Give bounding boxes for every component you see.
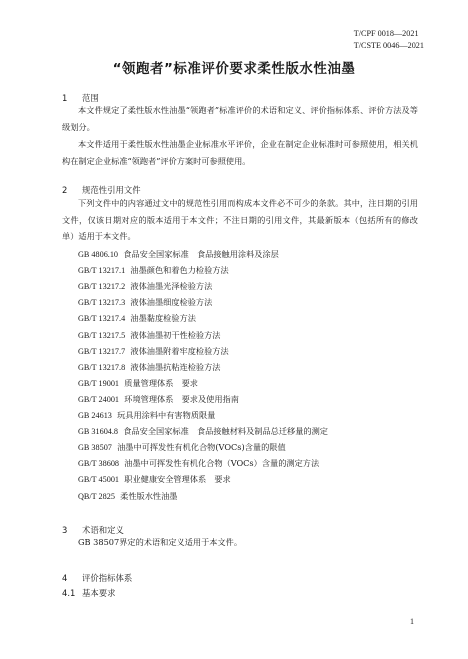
section-title: 术语和定义 (82, 525, 124, 535)
section-title: 范围 (82, 93, 99, 103)
reference-title: 环境管理体系 要求及使用指南 (124, 393, 239, 404)
reference-title: 质量管理体系 要求 (124, 377, 198, 388)
reference-title: 食品安全国家标准 食品接触用涂料及涂层 (123, 249, 279, 259)
reference-item (78, 378, 198, 389)
document-title: “领跑者”标准评价要求柔性版水性油墨 (112, 61, 356, 77)
reference-title: 食品安全国家标准 食品接触材料及制品总迁移量的测定 (123, 426, 328, 437)
reference-title: 油墨颜色和着色力检验方法 (130, 265, 229, 276)
reference-code: GB 24613 (78, 411, 112, 420)
reference-title: 柔性版水性油墨 (120, 490, 178, 501)
reference-item (78, 426, 328, 437)
reference-code: GB/T 13217.8 (78, 362, 126, 372)
reference-item (78, 442, 286, 453)
reference-title: 液体油墨细度检验方法 (130, 297, 213, 308)
reference-item (78, 330, 220, 341)
section-number: 3 (62, 525, 68, 535)
reference-code: GB/T 13217.4 (78, 314, 126, 324)
standard-codes (354, 28, 424, 52)
reference-code: GB/T 45001 (78, 475, 120, 485)
reference-item (78, 265, 229, 276)
paragraph-terms: GB 38507界定的术语和定义适用于本文件。 (78, 537, 243, 547)
reference-title: 液体油墨附着牢度检验方法 (130, 345, 229, 356)
reference-item (78, 281, 212, 292)
reference-item (78, 346, 229, 357)
reference-title: 职业健康安全管理体系 要求 (124, 474, 231, 485)
section-number: 4 (62, 573, 68, 583)
reference-item (78, 297, 212, 308)
reference-item (78, 249, 279, 260)
reference-title: 油墨中可挥发性有机化合物（VOCs）含量的测定方法 (124, 458, 320, 469)
section-title: 规范性引用文件 (82, 185, 141, 195)
reference-title: 油墨中可挥发性有机化合物(VOCs)含量的限值 (117, 442, 286, 453)
paragraph-scope-2: 本文件适用于柔性版水性油墨企业标准水平评价，企业在制定企业标准时可参照使用，相关机构在制定企业标准“领跑者”评价方案时可参照使用。 (62, 139, 418, 166)
section-number: 2 (62, 185, 68, 195)
paragraph-scope-1: 本文件规定了柔性版水性油墨“领跑者”标准评价的术语和定义、评价指标体系、评价方法及等级划分。 (62, 105, 418, 132)
reference-code: GB/T 13217.5 (78, 330, 126, 340)
reference-title: 液体油墨光泽检验方法 (130, 281, 213, 292)
section-number: 4.1 (62, 588, 76, 598)
reference-item (78, 362, 220, 373)
reference-item (78, 394, 239, 405)
section-number: 1 (62, 93, 68, 103)
standard-code-cpf: T/CPF 0018—2021 (353, 29, 419, 38)
section-title: 评价指标体系 (82, 573, 133, 583)
subsection-heading-basic-requirements (62, 587, 116, 599)
reference-code: GB/T 13217.7 (78, 346, 126, 356)
reference-code: GB 31604.8 (78, 427, 119, 437)
reference-title: 液体油墨初干性检验方法 (130, 329, 221, 340)
paragraph-references-intro: 下列文件中的内容通过文中的规范性引用而构成本文件必不可少的条款。其中，注日期的引用文件，仅该日期对应的版本适用于本文件；不注日期的引用文件，其最新版本（包括所有的修改单）适用于本文件。 (62, 198, 418, 241)
page-number: 1 (410, 617, 414, 626)
reference-item (78, 313, 196, 324)
section-heading-evaluation-system (62, 572, 132, 584)
reference-title: 液体油墨抗粘连检验方法 (130, 361, 221, 372)
reference-item (78, 474, 231, 485)
reference-title: 油墨黏度检验方法 (130, 313, 196, 324)
reference-code: GB/T 19001 (78, 378, 120, 388)
standard-code-cste: T/CSTE 0046—2021 (353, 41, 424, 50)
reference-code: GB 38507 (78, 443, 112, 453)
reference-code: GB/T 13217.1 (78, 266, 126, 276)
reference-code: GB/T 38608 (78, 459, 120, 469)
reference-code: GB 4806.10 (78, 250, 119, 259)
reference-title: 玩具用涂料中有害物质限量 (117, 410, 216, 420)
reference-item (78, 491, 177, 502)
section-title: 基本要求 (82, 588, 116, 598)
reference-item (78, 410, 215, 421)
reference-code: GB/T 13217.2 (78, 282, 126, 292)
reference-code: GB/T 13217.3 (78, 298, 126, 308)
reference-item (78, 458, 319, 469)
reference-code: QB/T 2825 (78, 491, 115, 501)
reference-code: GB/T 24001 (78, 394, 120, 404)
